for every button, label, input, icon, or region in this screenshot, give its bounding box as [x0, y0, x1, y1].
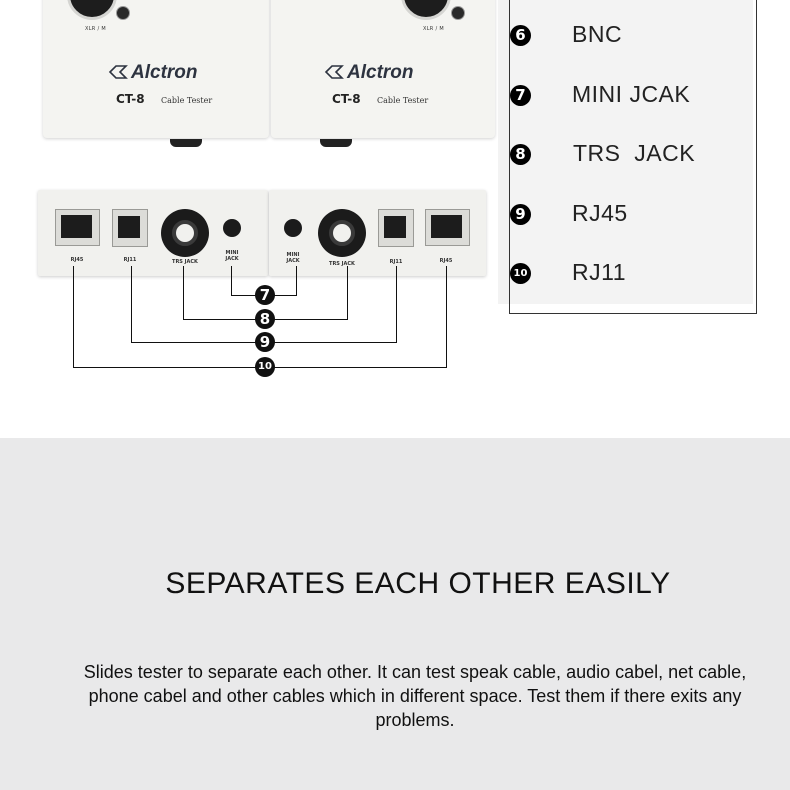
xlr-connector: [401, 0, 451, 20]
port-label: RJ11: [123, 257, 137, 263]
model-subtitle: Cable Tester: [161, 96, 213, 105]
mini-jack-port: [223, 219, 241, 237]
xlr-connector: [67, 0, 117, 20]
legend-badge-8: 8: [510, 144, 531, 165]
right-tester-unit: [271, 0, 495, 138]
screw-icon: [116, 6, 130, 20]
brand-name: Alctron: [347, 62, 414, 83]
unit-foot: [320, 139, 352, 147]
alctron-logo-icon: [108, 65, 128, 79]
legend-label-trs-jack: TRS JACK: [573, 140, 696, 166]
legend-badge-9: 9: [510, 204, 531, 225]
badge-10: 10: [255, 357, 275, 377]
legend-label-rj11: RJ11: [572, 259, 626, 285]
badge-7: 7: [255, 285, 275, 305]
legend-label-bnc: BNC: [572, 21, 623, 47]
unit-foot: [170, 139, 202, 147]
left-tester-unit: [43, 0, 269, 138]
legend-badge-10: 10: [510, 263, 531, 284]
rj11-port: [112, 209, 148, 247]
brand-name: Alctron: [131, 62, 198, 83]
section-description: Slides tester to separate each other. It can test speak cable, audio cabel, net cable, phone cabel and other cables which in different space. Test them if there exits any problems.: [83, 662, 747, 730]
port-label: MINI JACK: [225, 250, 239, 262]
legend-label-rj45: RJ45: [572, 200, 628, 226]
port-label: RJ11: [389, 259, 403, 265]
model-name: CT-8: [332, 92, 361, 106]
trs-jack-port: [318, 209, 366, 257]
legend-badge-6: 6: [510, 25, 531, 46]
badge-9: 9: [255, 332, 275, 352]
legend-label-mini-jack: MINI JCAK: [572, 81, 691, 107]
model-subtitle: Cable Tester: [377, 96, 429, 105]
rj45-port: [55, 209, 100, 246]
port-label: TRS JACK: [172, 259, 198, 265]
port-label: MINI JACK: [286, 252, 300, 264]
trs-jack-port: [161, 209, 209, 257]
badge-8: 8: [255, 309, 275, 329]
section-heading: SEPARATES EACH OTHER EASILY: [165, 567, 671, 600]
product-photo: [0, 0, 495, 420]
legend-badge-7: 7: [510, 85, 531, 106]
mini-jack-port: [284, 219, 302, 237]
xlr-label: XLR / M: [423, 26, 444, 32]
description-section: [0, 438, 790, 790]
port-label: RJ45: [439, 258, 453, 264]
rj11-port: [378, 209, 414, 247]
port-label: RJ45: [70, 257, 84, 263]
screw-icon: [451, 6, 465, 20]
xlr-label: XLR / M: [85, 26, 106, 32]
alctron-logo-icon: [324, 65, 344, 79]
model-name: CT-8: [116, 92, 145, 106]
port-label: TRS JACK: [329, 261, 355, 267]
rj45-port: [425, 209, 470, 246]
